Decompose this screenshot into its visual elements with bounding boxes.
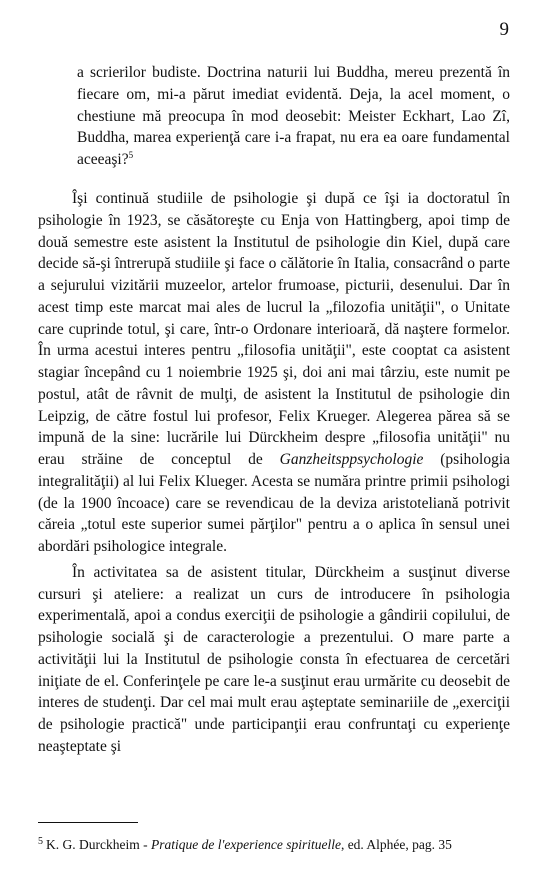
footnote-title: Pratique de l'experience spirituelle [150,837,341,852]
paragraph-2-text: În activitatea sa de asistent titular, Dürckheim a susţinut diverse cursuri şi ateliere: a realizat un curs de introducere în psihologia experimentală, apoi a condus exerciţii de psihologie a gândirii copilului, de psihologie socială şi de caracterologie a prezentului. O mare parte a activităţii lui la Institutul de psihologie consta în efectuarea de cercetări iniţiate de el. Conferinţele pe care le-a susţinut erau urmărite cu deosebit de interes de studenţi. Dar cel mai mult erau aşteptate seminariile de „exerciţii de psihologie practică" unde participanţii erau confruntaţi cu experienţe neaşteptate şi [38,563,510,755]
footnote-separator [38,822,138,823]
paragraph-2 [38,562,510,758]
body-text [38,188,510,758]
paragraph-1-italic-term: Ganzheitsppsychologie [279,451,424,468]
footnote-publisher: , ed. Alphée, pag. 35 [340,837,452,852]
paragraph-1 [38,188,510,558]
footnote-author: K. G. Durckheim - [46,837,151,852]
page-number: 9 [499,19,509,40]
footnote-mark: 5 [38,835,43,847]
footnote-reference: 5 [128,150,134,161]
paragraph-1-part-2: (psihologia integralităţii) al lui Felix Klueger. Acesta se număra printre primii psihologi (de la 1900 încoace) care se revendicau de la deviza aristoteliană potrivit căreia „totul este superior sumei părţilor" pentru a o aplica în sensul unei abordări psihologice integrale. [38,451,511,555]
quote-text: a scrierilor budiste. Doctrina naturii lui Buddha, mereu prezentă în fiecare om, mi-a părut imediat evidentă. Deja, la acel moment, o chestiune mă preocupa în mod deosebit: Meister Eckhart, Lao Zî, Buddha, marea experienţă care i-a frapat, nu era ea oare fundamental aceeaşi? [77,64,510,169]
paragraph-1-part-1: Îşi continuă studiile de psihologie şi după ce îşi ia doctoratul în psihologie în 1923, se căsătoreşte cu Enja von Hattingberg, apoi timp de două semestre este asistent la Institutul de psihologie din Kiel, după care decide să-şi întrerupă studiile şi face o călătorie în Italia, consacrând o parte a sejurului vizitării muzeelor, artelor frumoase, picturii, desenului. Dar în acest timp este marcat mai ales de lucrul la „filozofia unităţii", o Unitate care cuprinde totul, şi care, într-o Ordonare interioară, dă naştere formelor. În urma acestui interes pentru „filosofia unităţii", este cooptat ca asistent stagiar începând cu 1 noiembrie 1925 şi, doi ani mai târziu, este numit pe postul, atât de râvnit de mulţi, de asistent la Institutul de psihologie din Leipzig, de către fostul lui profesor, Felix Krueger. Alegerea părea să se impună de la sine: lucrările lui Dürckheim despre „filosofia unităţii" nu erau străine de conceptul de [38,190,510,468]
footnote [38,836,510,854]
quoted-passage [77,62,510,171]
